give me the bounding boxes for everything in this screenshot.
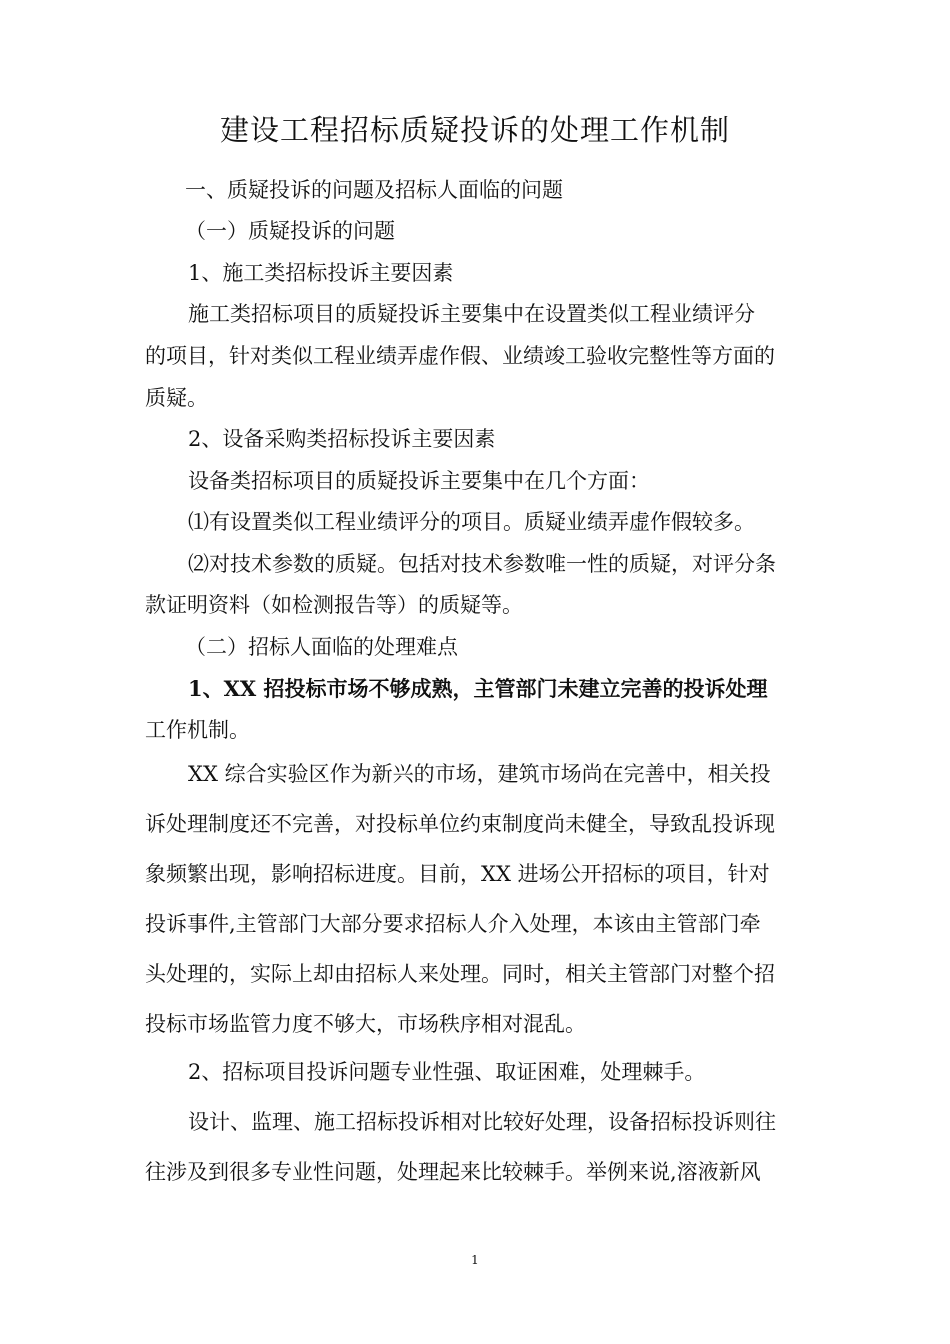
- paragraph-line: 款证明资料（如检测报告等）的质疑等。: [145, 593, 523, 617]
- heading-subsection-2: （二）招标人面临的处理难点: [185, 635, 458, 659]
- heading-subsection-1: （一）质疑投诉的问题: [185, 219, 395, 243]
- document-title: 建设工程招标质疑投诉的处理工作机制: [219, 113, 730, 147]
- heading-section-1: 一、质疑投诉的问题及招标人面临的问题: [185, 178, 563, 202]
- paragraph-line: 象频繁出现，影响招标进度。目前，XX 进场公开招标的项目，针对: [145, 862, 770, 886]
- paragraph-line: 设备类招标项目的质疑投诉主要集中在几个方面：: [188, 469, 650, 493]
- paragraph-line: 诉处理制度还不完善，对投标单位约束制度尚未健全，导致乱投诉现: [145, 812, 775, 836]
- paragraph-line: 头处理的，实际上却由招标人来处理。同时，相关主管部门对整个招: [145, 962, 775, 986]
- heading-item-2: 2、设备采购类招标投诉主要因素: [188, 427, 496, 451]
- paragraph-line: 的项目，针对类似工程业绩弄虚作假、业绩竣工验收完整性等方面的: [145, 344, 775, 368]
- list-item-1: ⑴有设置类似工程业绩评分的项目。质疑业绩弄虚作假较多。: [188, 510, 755, 534]
- paragraph-line: 往涉及到很多专业性问题，处理起来比较棘手。举例来说,溶液新风: [145, 1160, 761, 1184]
- paragraph-line: XX 综合实验区作为新兴的市场，建筑市场尚在完善中，相关投: [188, 762, 771, 786]
- paragraph-line: 质疑。: [145, 386, 208, 410]
- heading-point-1-cont: 工作机制。: [145, 718, 250, 742]
- paragraph-line: 投标市场监管力度不够大，市场秩序相对混乱。: [145, 1012, 586, 1036]
- paragraph-line: 施工类招标项目的质疑投诉主要集中在设置类似工程业绩评分: [188, 302, 755, 326]
- page-number: 1: [471, 1253, 479, 1267]
- heading-point-1: 1、XX 招投标市场不够成熟，主管部门未建立完善的投诉处理: [188, 676, 768, 701]
- paragraph-line: 设计、监理、施工招标投诉相对比较好处理，设备招标投诉则往: [188, 1110, 776, 1134]
- list-item-2: ⑵对技术参数的质疑。包括对技术参数唯一性的质疑，对评分条: [188, 552, 776, 576]
- paragraph-line: 投诉事件,主管部门大部分要求招标人介入处理，本该由主管部门牵: [145, 912, 761, 936]
- heading-point-2: 2、招标项目投诉问题专业性强、取证困难，处理棘手。: [188, 1060, 706, 1084]
- heading-item-1: 1、施工类招标投诉主要因素: [188, 261, 454, 285]
